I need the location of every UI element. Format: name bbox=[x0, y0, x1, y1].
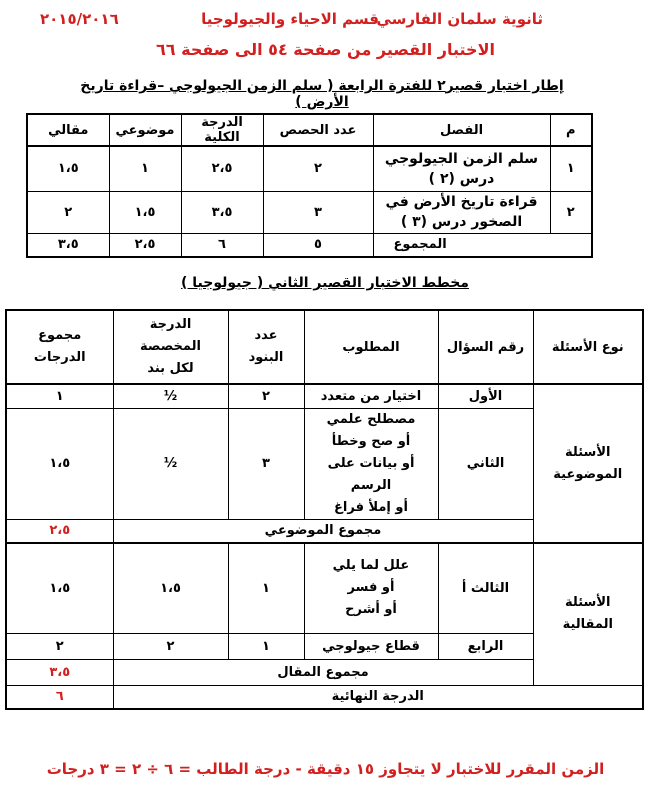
alloc-header-line2: المخصصة bbox=[140, 339, 201, 354]
q4-required: قطاع جيولوجي bbox=[304, 633, 438, 659]
sum-periods: ٥ bbox=[263, 233, 373, 257]
q2-required bbox=[304, 408, 438, 519]
q2-items: ٣ bbox=[228, 408, 304, 519]
essay-sum-value: ٣،٥ bbox=[6, 659, 113, 685]
school-name: ثانوية سلمان الفارسي bbox=[376, 10, 543, 28]
row-objective: ١،٥ bbox=[109, 191, 181, 233]
objective-type-line2: الموضوعية bbox=[553, 466, 623, 482]
page-subtitle: الاختبار القصير من صفحة ٥٤ الى صفحة ٦٦ bbox=[156, 40, 495, 59]
table1-header-row bbox=[27, 114, 592, 146]
row-objective: ١ bbox=[109, 146, 181, 191]
row-essay: ١،٥ bbox=[27, 146, 109, 191]
plan-title bbox=[160, 275, 490, 291]
frame-title bbox=[62, 78, 582, 110]
col-required-header: المطلوب bbox=[304, 310, 438, 384]
q1-total: ١ bbox=[6, 384, 113, 408]
objective-type-cell bbox=[533, 384, 643, 543]
row-periods: ٣ bbox=[263, 191, 373, 233]
col-chapter-header: الفصل bbox=[373, 114, 550, 146]
q2-label: الثاني bbox=[438, 408, 533, 519]
row-num: ١ bbox=[550, 146, 592, 191]
row-num: ٢ bbox=[550, 191, 592, 233]
q4-total: ٢ bbox=[6, 633, 113, 659]
page-header bbox=[0, 6, 651, 34]
q3-required-line2: أو فسر bbox=[347, 580, 395, 596]
q4-label: الرابع bbox=[438, 633, 533, 659]
col-objective-header: موضوعي bbox=[109, 114, 181, 146]
final-row bbox=[6, 685, 643, 709]
table1-sum-row bbox=[27, 233, 592, 257]
q2-required-line3: أو بيانات على الرسم bbox=[327, 455, 415, 493]
test-plan-table bbox=[5, 309, 644, 710]
essay-type-line1: الأسئلة bbox=[565, 595, 611, 611]
row-chapter: سلم الزمن الجيولوجي درس (٢ ) bbox=[373, 146, 550, 191]
essay-type-cell bbox=[533, 543, 643, 685]
items-header-line2: البنود bbox=[248, 350, 284, 365]
objective-type-line1: الأسئلة bbox=[565, 444, 611, 460]
sum-header-line1: مجموع bbox=[38, 328, 82, 343]
objective-sum-value: ٢،٥ bbox=[6, 519, 113, 543]
test-frame-table bbox=[26, 113, 593, 258]
objective-sum-label: مجموع الموضوعي bbox=[113, 519, 533, 543]
col-alloc-header bbox=[113, 310, 228, 384]
essay-sum-label: مجموع المقال bbox=[113, 659, 533, 685]
q2-required-line1: مصطلح علمي bbox=[326, 411, 416, 427]
row-total: ٣،٥ bbox=[181, 191, 263, 233]
frame-title-text: إطار اختبار قصير٢ للفترة الرابعة ( سلم الزمن الجيولوجي –قراءة تاريخ الأرض ) bbox=[80, 78, 564, 110]
col-items-header bbox=[228, 310, 304, 384]
q2-required-line2: أو صح وخطأ bbox=[331, 433, 411, 449]
q1-items: ٢ bbox=[228, 384, 304, 408]
alloc-header-line1: الدرجة bbox=[149, 317, 192, 332]
row-chapter: قراءة تاريخ الأرض في الصخور درس (٣ ) bbox=[373, 191, 550, 233]
q1-required: اختيار من متعدد bbox=[304, 384, 438, 408]
row-essay: ٢ bbox=[27, 191, 109, 233]
q3-items: ١ bbox=[228, 543, 304, 633]
col-question-header: رقم السؤال bbox=[438, 310, 533, 384]
final-label: الدرجة النهائية bbox=[113, 685, 643, 709]
q4-alloc: ٢ bbox=[113, 633, 228, 659]
col-periods-header: عدد الحصص bbox=[263, 114, 373, 146]
q2-required-line4: أو إملأ فراغ bbox=[334, 499, 408, 515]
table-row bbox=[6, 384, 643, 408]
col-total-header: الدرجة الكلية bbox=[181, 114, 263, 146]
table-row bbox=[27, 191, 592, 233]
row-periods: ٢ bbox=[263, 146, 373, 191]
col-num-header: م bbox=[550, 114, 592, 146]
sum-label: المجموع bbox=[373, 233, 592, 257]
q3-required-line3: أو أشرح bbox=[345, 602, 397, 618]
q3-label: الثالث أ bbox=[438, 543, 533, 633]
q1-label: الأول bbox=[438, 384, 533, 408]
row-total: ٢،٥ bbox=[181, 146, 263, 191]
final-value: ٦ bbox=[6, 685, 113, 709]
essay-type-line2: المقالية bbox=[562, 617, 613, 633]
col-sum-header bbox=[6, 310, 113, 384]
items-header-line1: عدد bbox=[254, 328, 278, 343]
table-row bbox=[27, 146, 592, 191]
col-essay-header: مقالي bbox=[27, 114, 109, 146]
q2-total: ١،٥ bbox=[6, 408, 113, 519]
q3-alloc: ١،٥ bbox=[113, 543, 228, 633]
table2-header-row bbox=[6, 310, 643, 384]
q2-alloc: ½ bbox=[113, 408, 228, 519]
plan-title-text: مخطط الاختبار القصير الثاني ( جيولوجيا ) bbox=[181, 275, 469, 291]
q3-total: ١،٥ bbox=[6, 543, 113, 633]
sum-total: ٦ bbox=[181, 233, 263, 257]
q3-required bbox=[304, 543, 438, 633]
table-row bbox=[6, 543, 643, 633]
q4-items: ١ bbox=[228, 633, 304, 659]
footer-note: الزمن المقرر للاختبار لا يتجاوز ١٥ دقيقة - درجة الطالب = ٦ ÷ ٢ = ٣ درجات bbox=[46, 760, 605, 778]
department-name: قسم الاحياء والجيولوجيا bbox=[201, 10, 379, 28]
alloc-header-line3: لكل بند bbox=[147, 361, 194, 376]
sum-objective: ٢،٥ bbox=[109, 233, 181, 257]
q1-alloc: ½ bbox=[113, 384, 228, 408]
col-type-header: نوع الأسئلة bbox=[533, 310, 643, 384]
school-year: ٢٠١٥/٢٠١٦ bbox=[40, 10, 119, 28]
q3-required-line1: علل لما يلي bbox=[332, 558, 410, 574]
sum-header-line2: الدرجات bbox=[33, 350, 86, 365]
sum-essay: ٣،٥ bbox=[27, 233, 109, 257]
